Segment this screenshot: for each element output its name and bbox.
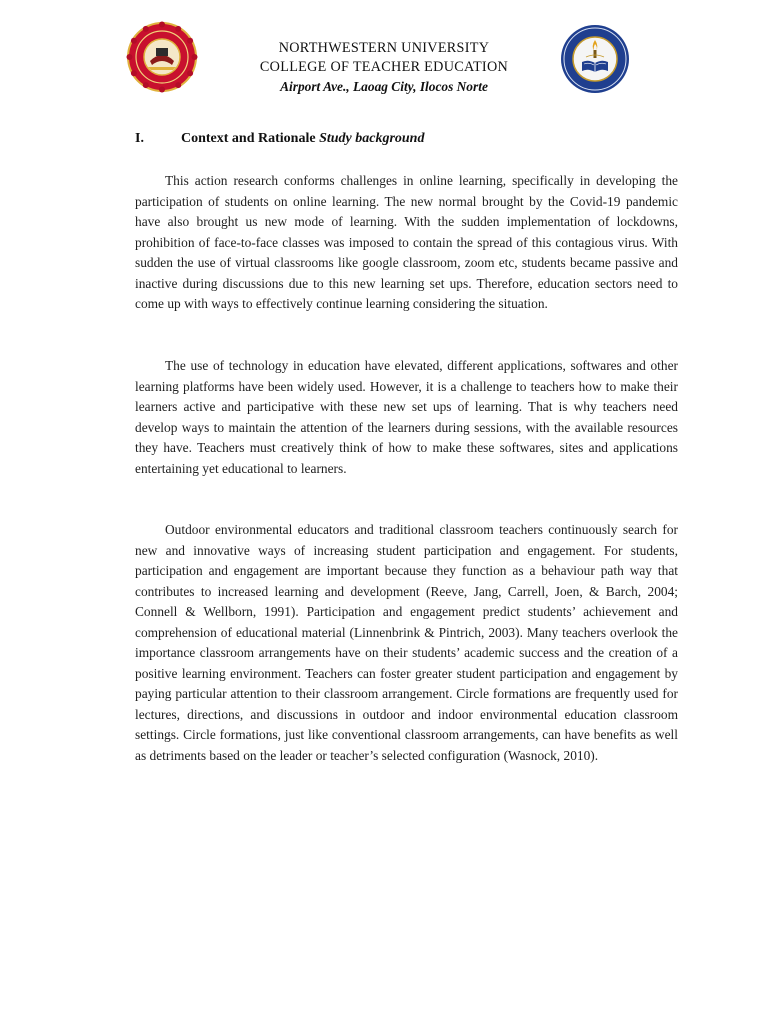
section-heading (135, 131, 675, 147)
university-seal-icon (126, 21, 198, 93)
address: Airport Ave., Laoag City, Ilocos Norte (280, 79, 488, 94)
paragraph: The use of technology in education have elevated, different applications, softwares and other learning platforms have been widely used. However, it is a challenge to teachers how to make their learners active and participative with these new set ups of learning. That is why teachers need develop ways to maintain the attention of the learners during sessions, with the available resources they have. Teachers must creatively think of how to make these softwares, sites and applications entertaining yet educational to learners. (135, 358, 678, 476)
section-number: I. (135, 131, 144, 146)
section-title: Context and Rationale (181, 131, 316, 146)
section-subtitle: Study background (319, 131, 425, 146)
letterhead (214, 39, 554, 96)
college-seal-icon (560, 24, 630, 94)
paragraph: Outdoor environmental educators and traditional classroom teachers continuously search for new and innovative ways of increasing student participation and engagement. For students, participation and engagement are important because they function as a behaviour path way that contributes to increased learning and development (Reeve, Jang, Carrell, Joen, & Barch, 2004; Connell & Wellborn, 1991). Participation and engagement predict students’ achievement and comprehension of educational material (Linnenbrink & Pintrich, 2003). Many teachers overlook the importance classroom arrangements have on their students’ academic success and the creation of a positive learning environment. Teachers can foster greater student participation and engagement by paying particular attention to their classroom arrangement. Circle formations are frequently used for lectures, directions, and discussions in outdoor and indoor environmental education classroom settings. Circle formations, just like conventional classroom arrangements, can have benefits as well as detriments based on the leader or teacher’s selected configuration (Wasnock, 2010). (135, 522, 678, 764)
paragraph: This action research conforms challenges in online learning, specifically in developing the participation of students on online learning. The new normal brought by the Covid-19 pandemic have also brought us new mode of learning. With the sudden implementation of lockdowns, prohibition of face-to-face classes was imposed to contain the spread of this contagious virus. With sudden the use of virtual classrooms like google classroom, zoom etc, students became passive and inactive during discussions due to this new learning set ups. Therefore, education sectors need to come up with ways to effectively continue learning considering the situation. (135, 173, 678, 312)
college-name: COLLEGE OF TEACHER EDUCATION (259, 59, 509, 75)
university-name: NORTHWESTERN UNIVERSITY (278, 40, 490, 56)
